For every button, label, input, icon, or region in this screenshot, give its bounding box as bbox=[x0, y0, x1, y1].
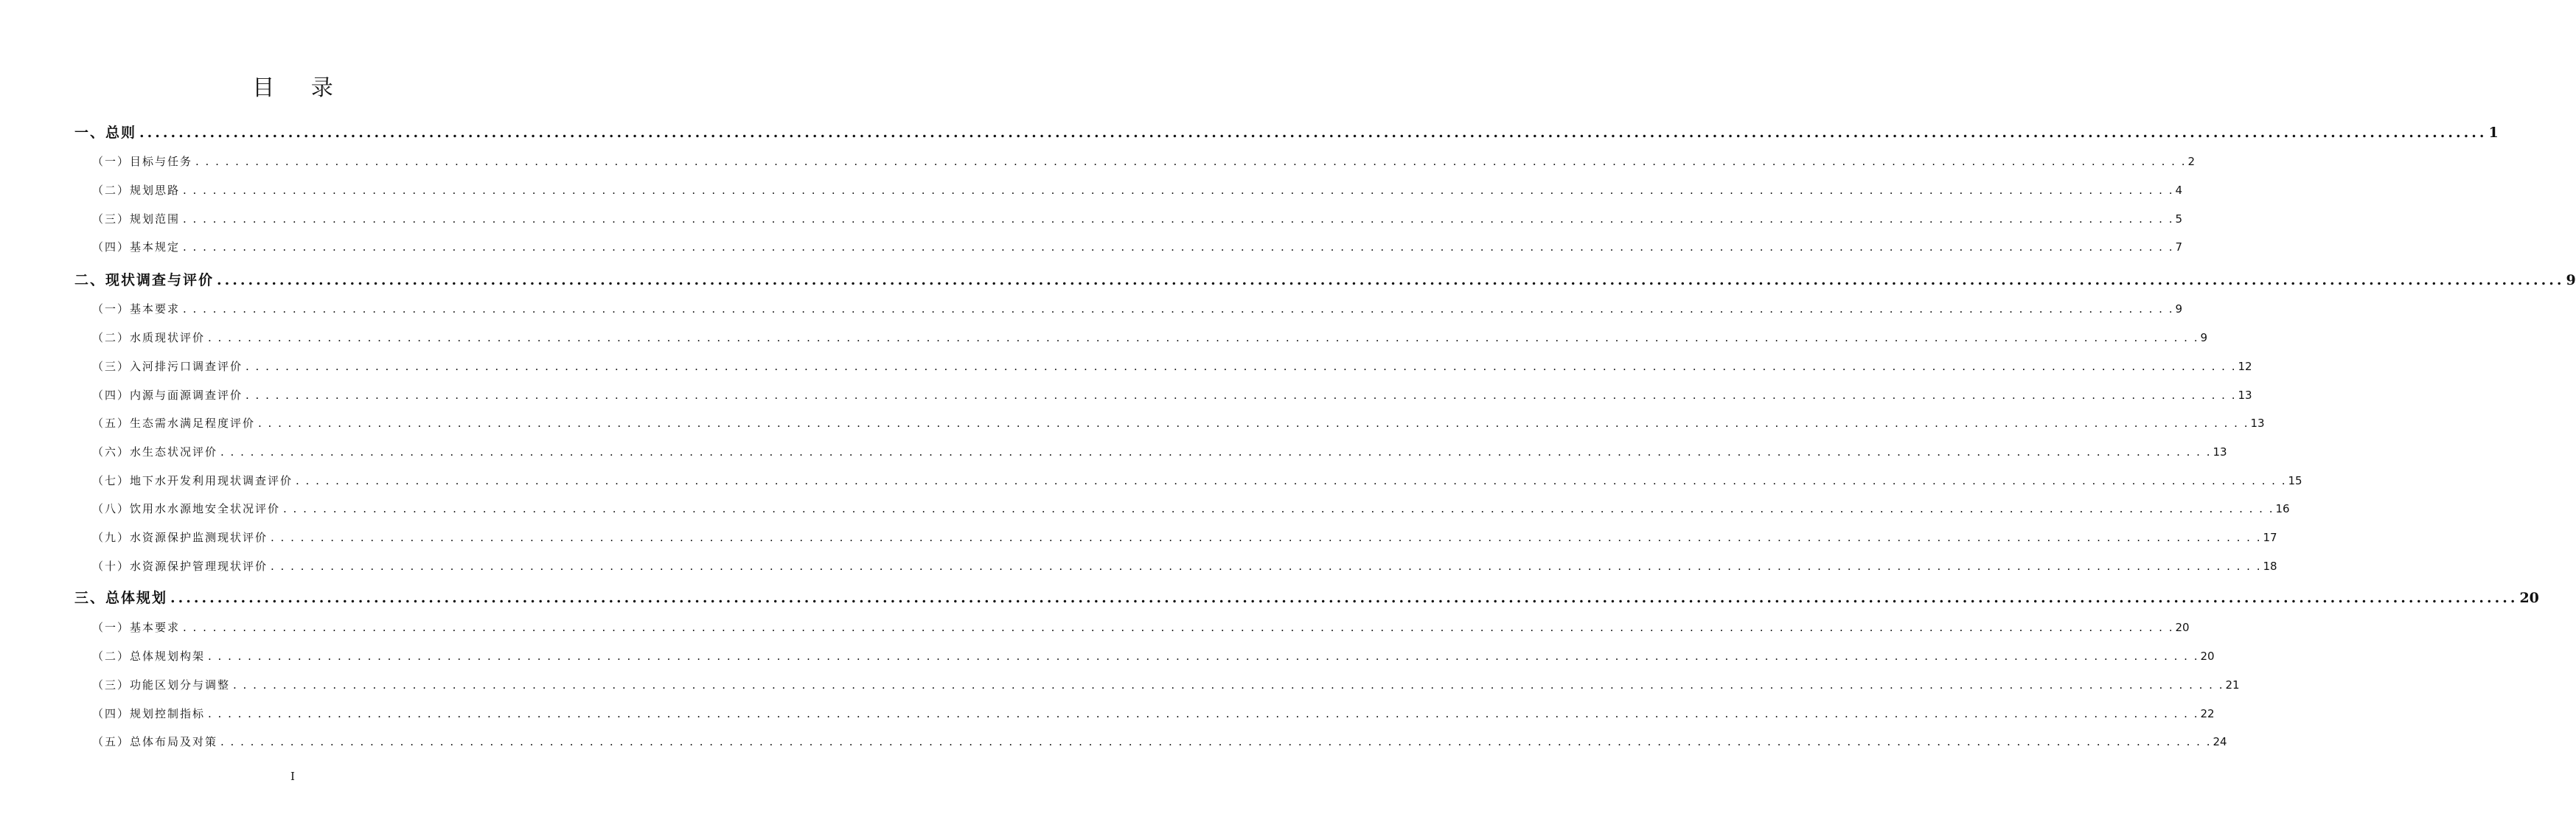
toc-entry-label: （三）功能区划分与调整 bbox=[92, 678, 231, 692]
toc-section-entry[interactable] bbox=[92, 500, 2290, 518]
toc-entry-page-number: 9 bbox=[2566, 272, 2576, 288]
toc-entry-label: 三、总体规划 bbox=[74, 590, 168, 606]
toc-entry-page-number: 20 bbox=[2519, 590, 2539, 606]
toc-chapter-entry[interactable] bbox=[74, 588, 2539, 608]
toc-dot-leader: . . . . . . . . . . . . . . . . . . . . . . . . . . . . . . . . . . . . . . . . . . . . . . . . . . . . . . . . . . . . . . . . . . . . . . . . . . . . . . . . . . . . . . . . . . . . . . . . . . . . . . . . . . . . . . . . . . . . . . . . . . . . . . . . . . . . . . . . . . . . . . . . . . . . . . . . . . . . . . . . . . . . . . . . . . . . . . . . . . . . . . . . . . . . . . . . . . . . . . . . bbox=[271, 531, 2262, 544]
toc-section-entry[interactable] bbox=[92, 443, 2227, 461]
toc-dot-leader: . . . . . . . . . . . . . . . . . . . . . . . . . . . . . . . . . . . . . . . . . . . . . . . . . . . . . . . . . . . . . . . . . . . . . . . . . . . . . . . . . . . . . . . . . . . . . . . . . . . . . . . . . . . . . . . . . . . . . . . . . . . . . . . . . . . . . . . . . . . . . . . . . . . . . . . . . . . . . . . . . . . . . . . . . . . . . . . . . . . . . . . . . . . . . . . . . . . . . . . . bbox=[283, 502, 2274, 515]
toc-entry-page-number: 13 bbox=[2213, 445, 2227, 459]
toc-section-entry[interactable] bbox=[92, 210, 2183, 228]
toc-dot-leader: . . . . . . . . . . . . . . . . . . . . . . . . . . . . . . . . . . . . . . . . . . . . . . . . . . . . . . . . . . . . . . . . . . . . . . . . . . . . . . . . . . . . . . . . . . . . . . . . . . . . . . . . . . . . . . . . . . . . . . . . . . . . . . . . . . . . . . . . . . . . . . . . . . . . . . . . . . . . . . . . . . . . . . . . . . . . . . . . . . . . . . . . . . . . . . . . . . . . . . . . bbox=[246, 360, 2237, 373]
toc-entry-page-number: 15 bbox=[2288, 474, 2302, 487]
toc-dot-leader: . . . . . . . . . . . . . . . . . . . . . . . . . . . . . . . . . . . . . . . . . . . . . . . . . . . . . . . . . . . . . . . . . . . . . . . . . . . . . . . . . . . . . . . . . . . . . . . . . . . . . . . . . . . . . . . . . . . . . . . . . . . . . . . . . . . . . . . . . . . . . . . . . . . . . . . . . . . . . . . . . . . . . . . . . . . . . . . . . . . . . . . . . . . . . . . . . . . . . . . . bbox=[208, 650, 2199, 663]
page-number-footer: I bbox=[290, 770, 295, 783]
toc-section-entry[interactable] bbox=[92, 153, 2196, 170]
toc-dot-leader: . . . . . . . . . . . . . . . . . . . . . . . . . . . . . . . . . . . . . . . . . . . . . . . . . . . . . . . . . . . . . . . . . . . . . . . . . . . . . . . . . . . . . . . . . . . . . . . . . . . . . . . . . . . . . . . . . . . . . . . . . . . . . . . . . . . . . . . . . . . . . . . . . . . . . . . . . . . . . . . . . . . . . . . . . . . . . . . . . . . . . . . . . . . . . . . . . . . . . . . . bbox=[246, 389, 2237, 402]
toc-entry-label: （一）目标与任务 bbox=[92, 155, 193, 168]
toc-entry-page-number: 4 bbox=[2175, 184, 2183, 197]
toc-section-entry[interactable] bbox=[92, 733, 2227, 751]
toc-dot-leader: . . . . . . . . . . . . . . . . . . . . . . . . . . . . . . . . . . . . . . . . . . . . . . . . . . . . . . . . . . . . . . . . . . . . . . . . . . . . . . . . . . . . . . . . . . . . . . . . . . . . . . . . . . . . . . . . . . . . . . . . . . . . . . . . . . . . . . . . . . . . . . . . . . . . . . . . . . . . . . . . . . . . . . . . . . . . . . . . . . . . . . . . . . . . . . . . . . . . . . . . bbox=[183, 184, 2174, 197]
toc-entry-label: （十）水资源保护管理现状评价 bbox=[92, 560, 268, 573]
toc-entry-label: （一）基本要求 bbox=[92, 302, 181, 316]
toc-entry-label: （四）规划控制指标 bbox=[92, 707, 206, 720]
toc-entry-page-number: 13 bbox=[2238, 389, 2252, 402]
toc-section-entry[interactable] bbox=[92, 472, 2302, 490]
toc-entry-page-number: 16 bbox=[2275, 502, 2290, 515]
toc-dot-leader: . . . . . . . . . . . . . . . . . . . . . . . . . . . . . . . . . . . . . . . . . . . . . . . . . . . . . . . . . . . . . . . . . . . . . . . . . . . . . . . . . . . . . . . . . . . . . . . . . . . . . . . . . . . . . . . . . . . . . . . . . . . . . . . . . . . . . . . . . . . . . . . . . . . . . . . . . . . . . . . . . . . . . . . . . . . . . . . . . . . . . . . . . . . . . . . . . . . . . . . . bbox=[296, 474, 2287, 487]
toc-entry-page-number: 7 bbox=[2175, 240, 2183, 254]
toc-entry-page-number: 9 bbox=[2175, 302, 2183, 316]
toc-dot-leader: ............................................................................................................................................................................................................................................................................................................ bbox=[217, 272, 2565, 288]
toc-dot-leader: ............................................................................................................................................................................................................................................................................................................ bbox=[170, 590, 2518, 606]
toc-entry-label: （三）入河排污口调查评价 bbox=[92, 360, 243, 373]
toc-entry-page-number: 9 bbox=[2200, 331, 2208, 344]
toc-entry-page-number: 21 bbox=[2225, 678, 2240, 692]
toc-entry-label: （四）基本规定 bbox=[92, 240, 181, 254]
toc-section-entry[interactable] bbox=[92, 705, 2215, 723]
toc-section-entry[interactable] bbox=[92, 529, 2277, 546]
toc-entry-label: （三）规划范围 bbox=[92, 212, 181, 226]
toc-entry-page-number: 20 bbox=[2175, 621, 2190, 634]
toc-entry-page-number: 12 bbox=[2238, 360, 2252, 373]
toc-entry-label: （九）水资源保护监测现状评价 bbox=[92, 531, 268, 544]
document-title: 目 录 bbox=[252, 75, 348, 101]
toc-entry-label: （二）水质现状评价 bbox=[92, 331, 206, 344]
toc-dot-leader: . . . . . . . . . . . . . . . . . . . . . . . . . . . . . . . . . . . . . . . . . . . . . . . . . . . . . . . . . . . . . . . . . . . . . . . . . . . . . . . . . . . . . . . . . . . . . . . . . . . . . . . . . . . . . . . . . . . . . . . . . . . . . . . . . . . . . . . . . . . . . . . . . . . . . . . . . . . . . . . . . . . . . . . . . . . . . . . . . . . . . . . . . . . . . . . . . . . . . . . . bbox=[183, 212, 2174, 226]
toc-dot-leader: . . . . . . . . . . . . . . . . . . . . . . . . . . . . . . . . . . . . . . . . . . . . . . . . . . . . . . . . . . . . . . . . . . . . . . . . . . . . . . . . . . . . . . . . . . . . . . . . . . . . . . . . . . . . . . . . . . . . . . . . . . . . . . . . . . . . . . . . . . . . . . . . . . . . . . . . . . . . . . . . . . . . . . . . . . . . . . . . . . . . . . . . . . . . . . . . . . . . . . . . bbox=[220, 735, 2212, 748]
toc-entry-page-number: 20 bbox=[2200, 650, 2215, 663]
toc-entry-page-number: 22 bbox=[2200, 707, 2215, 720]
toc-dot-leader: . . . . . . . . . . . . . . . . . . . . . . . . . . . . . . . . . . . . . . . . . . . . . . . . . . . . . . . . . . . . . . . . . . . . . . . . . . . . . . . . . . . . . . . . . . . . . . . . . . . . . . . . . . . . . . . . . . . . . . . . . . . . . . . . . . . . . . . . . . . . . . . . . . . . . . . . . . . . . . . . . . . . . . . . . . . . . . . . . . . . . . . . . . . . . . . . . . . . . . . . bbox=[208, 331, 2199, 344]
toc-dot-leader: . . . . . . . . . . . . . . . . . . . . . . . . . . . . . . . . . . . . . . . . . . . . . . . . . . . . . . . . . . . . . . . . . . . . . . . . . . . . . . . . . . . . . . . . . . . . . . . . . . . . . . . . . . . . . . . . . . . . . . . . . . . . . . . . . . . . . . . . . . . . . . . . . . . . . . . . . . . . . . . . . . . . . . . . . . . . . . . . . . . . . . . . . . . . . . . . . . . . . . . . bbox=[233, 678, 2224, 692]
toc-entry-label: （八）饮用水水源地安全状况评价 bbox=[92, 502, 281, 515]
toc-entry-page-number: 5 bbox=[2175, 212, 2183, 226]
toc-section-entry[interactable] bbox=[92, 358, 2252, 375]
toc-entry-label: （四）内源与面源调查评价 bbox=[92, 389, 243, 402]
toc-entry-label: （二）规划思路 bbox=[92, 184, 181, 197]
toc-dot-leader: . . . . . . . . . . . . . . . . . . . . . . . . . . . . . . . . . . . . . . . . . . . . . . . . . . . . . . . . . . . . . . . . . . . . . . . . . . . . . . . . . . . . . . . . . . . . . . . . . . . . . . . . . . . . . . . . . . . . . . . . . . . . . . . . . . . . . . . . . . . . . . . . . . . . . . . . . . . . . . . . . . . . . . . . . . . . . . . . . . . . . . . . . . . . . . . . . . . . . . . . bbox=[183, 621, 2174, 634]
toc-dot-leader: . . . . . . . . . . . . . . . . . . . . . . . . . . . . . . . . . . . . . . . . . . . . . . . . . . . . . . . . . . . . . . . . . . . . . . . . . . . . . . . . . . . . . . . . . . . . . . . . . . . . . . . . . . . . . . . . . . . . . . . . . . . . . . . . . . . . . . . . . . . . . . . . . . . . . . . . . . . . . . . . . . . . . . . . . . . . . . . . . . . . . . . . . . . . . . . . . . . . . . . . bbox=[271, 560, 2262, 573]
toc-dot-leader: . . . . . . . . . . . . . . . . . . . . . . . . . . . . . . . . . . . . . . . . . . . . . . . . . . . . . . . . . . . . . . . . . . . . . . . . . . . . . . . . . . . . . . . . . . . . . . . . . . . . . . . . . . . . . . . . . . . . . . . . . . . . . . . . . . . . . . . . . . . . . . . . . . . . . . . . . . . . . . . . . . . . . . . . . . . . . . . . . . . . . . . . . . . . . . . . . . . . . . . . bbox=[258, 417, 2249, 430]
toc-section-entry[interactable] bbox=[92, 676, 2240, 694]
toc-entry-label: （五）生态需水满足程度评价 bbox=[92, 417, 256, 430]
toc-dot-leader: . . . . . . . . . . . . . . . . . . . . . . . . . . . . . . . . . . . . . . . . . . . . . . . . . . . . . . . . . . . . . . . . . . . . . . . . . . . . . . . . . . . . . . . . . . . . . . . . . . . . . . . . . . . . . . . . . . . . . . . . . . . . . . . . . . . . . . . . . . . . . . . . . . . . . . . . . . . . . . . . . . . . . . . . . . . . . . . . . . . . . . . . . . . . . . . . . . . . . . . . bbox=[220, 445, 2212, 459]
toc-entry-page-number: 24 bbox=[2213, 735, 2227, 748]
toc-chapter-entry[interactable] bbox=[74, 122, 2499, 143]
toc-entry-label: 一、总则 bbox=[74, 125, 137, 141]
toc-section-entry[interactable] bbox=[92, 557, 2277, 575]
toc-section-entry[interactable] bbox=[92, 414, 2265, 432]
toc-entry-label: （六）水生态状况评价 bbox=[92, 445, 218, 459]
toc-entry-page-number: 18 bbox=[2263, 560, 2277, 573]
toc-entry-label: （二）总体规划构架 bbox=[92, 650, 206, 663]
toc-entry-label: （一）基本要求 bbox=[92, 621, 181, 634]
toc-chapter-entry[interactable] bbox=[74, 270, 2576, 291]
toc-dot-leader: . . . . . . . . . . . . . . . . . . . . . . . . . . . . . . . . . . . . . . . . . . . . . . . . . . . . . . . . . . . . . . . . . . . . . . . . . . . . . . . . . . . . . . . . . . . . . . . . . . . . . . . . . . . . . . . . . . . . . . . . . . . . . . . . . . . . . . . . . . . . . . . . . . . . . . . . . . . . . . . . . . . . . . . . . . . . . . . . . . . . . . . . . . . . . . . . . . . . . . . . bbox=[183, 240, 2174, 254]
toc-entry-label: （五）总体布局及对策 bbox=[92, 735, 218, 748]
toc-entry-page-number: 13 bbox=[2250, 417, 2265, 430]
toc-dot-leader: . . . . . . . . . . . . . . . . . . . . . . . . . . . . . . . . . . . . . . . . . . . . . . . . . . . . . . . . . . . . . . . . . . . . . . . . . . . . . . . . . . . . . . . . . . . . . . . . . . . . . . . . . . . . . . . . . . . . . . . . . . . . . . . . . . . . . . . . . . . . . . . . . . . . . . . . . . . . . . . . . . . . . . . . . . . . . . . . . . . . . . . . . . . . . . . . . . . . . . . . bbox=[183, 302, 2174, 316]
toc-dot-leader: ............................................................................................................................................................................................................................................................................................................ bbox=[139, 125, 2488, 141]
toc-section-entry[interactable] bbox=[92, 300, 2183, 318]
toc-entry-page-number: 2 bbox=[2187, 155, 2196, 168]
toc-section-entry[interactable] bbox=[92, 181, 2183, 199]
toc-section-entry[interactable] bbox=[92, 386, 2252, 404]
toc-entry-label: （七）地下水开发利用现状调查评价 bbox=[92, 474, 293, 487]
toc-section-entry[interactable] bbox=[92, 647, 2215, 665]
toc-dot-leader: . . . . . . . . . . . . . . . . . . . . . . . . . . . . . . . . . . . . . . . . . . . . . . . . . . . . . . . . . . . . . . . . . . . . . . . . . . . . . . . . . . . . . . . . . . . . . . . . . . . . . . . . . . . . . . . . . . . . . . . . . . . . . . . . . . . . . . . . . . . . . . . . . . . . . . . . . . . . . . . . . . . . . . . . . . . . . . . . . . . . . . . . . . . . . . . . . . . . . . . . bbox=[195, 155, 2187, 168]
toc-section-entry[interactable] bbox=[92, 329, 2208, 347]
toc-dot-leader: . . . . . . . . . . . . . . . . . . . . . . . . . . . . . . . . . . . . . . . . . . . . . . . . . . . . . . . . . . . . . . . . . . . . . . . . . . . . . . . . . . . . . . . . . . . . . . . . . . . . . . . . . . . . . . . . . . . . . . . . . . . . . . . . . . . . . . . . . . . . . . . . . . . . . . . . . . . . . . . . . . . . . . . . . . . . . . . . . . . . . . . . . . . . . . . . . . . . . . . . bbox=[208, 707, 2199, 720]
toc-entry-page-number: 1 bbox=[2488, 125, 2499, 141]
toc-entry-page-number: 17 bbox=[2263, 531, 2277, 544]
toc-section-entry[interactable] bbox=[92, 619, 2190, 636]
toc-entry-label: 二、现状调查与评价 bbox=[74, 272, 215, 288]
toc-section-entry[interactable] bbox=[92, 238, 2183, 256]
